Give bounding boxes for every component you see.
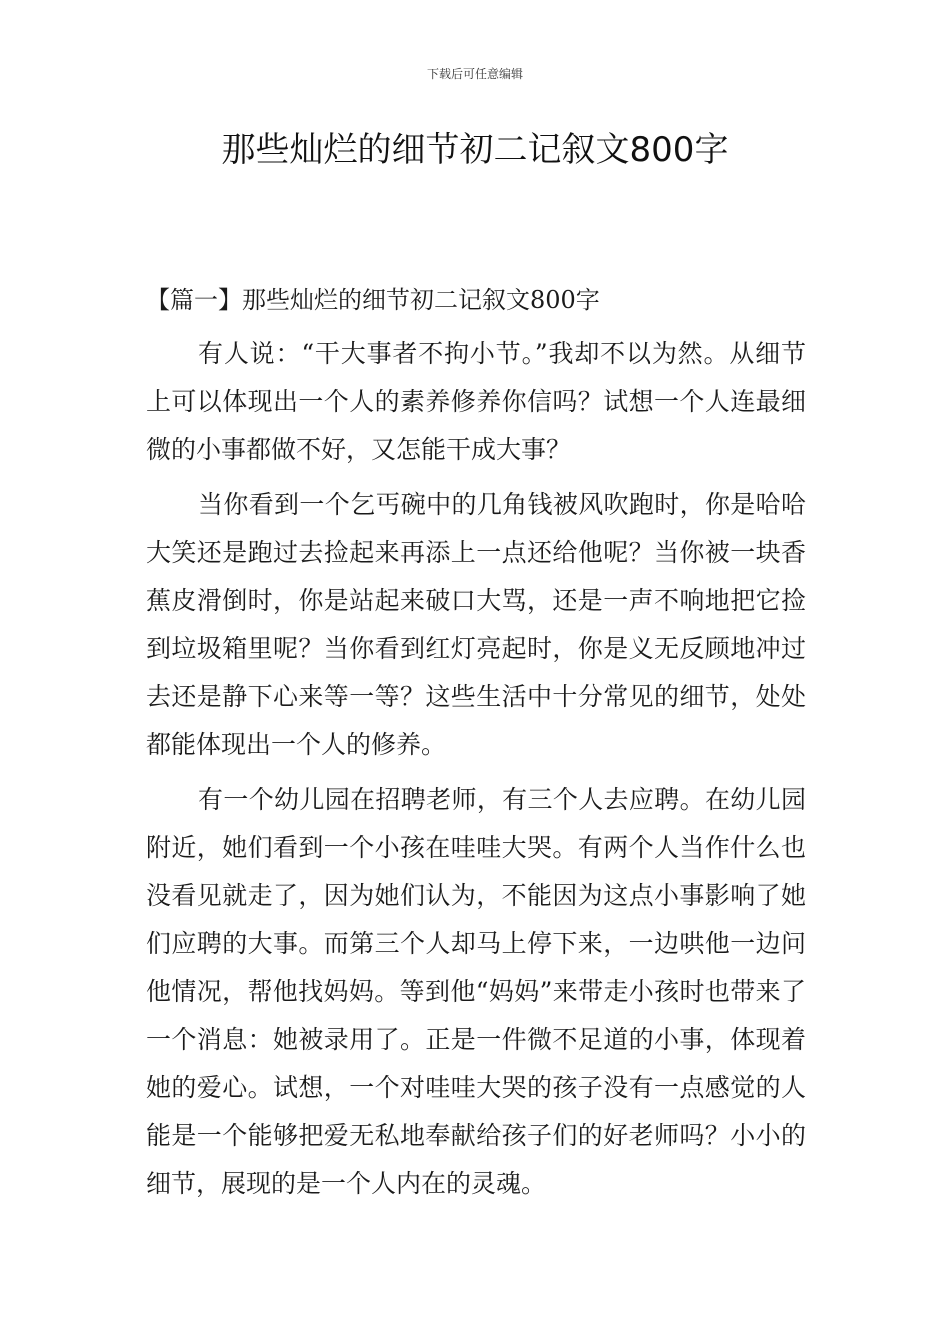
paragraph: 有一个幼儿园在招聘老师，有三个人去应聘。在幼儿园附近，她们看到一个小孩在哇哇大哭。有两个人当作什么也没看见就走了，因为她们认为，不能因为这点小事影响了她们应聘的大事。而第三个人却马上停下来，一边哄他一边问他情况，帮他找妈妈。等到他“妈妈”来带走小孩时也带来了一个消息：她被录用了。正是一件微不足道的小事，体现着她的爱心。试想，一个对哇哇大哭的孩子没有一点感觉的人能是一个能够把爱无私地奉献给孩子们的好老师吗？小小的细节，展现的是一个人内在的灵魂。 xyxy=(146,785,806,1198)
document-body xyxy=(146,330,806,1208)
paragraph: 当你看到一个乞丐碗中的几角钱被风吹跑时，你是哈哈大笑还是跑过去捡起来再添上一点还给他呢？当你被一块香蕉皮滑倒时，你是站起来破口大骂，还是一声不响地把它捡到垃圾箱里呢？当你看到红灯亮起时，你是义无反顾地冲过去还是静下心来等一等？这些生活中十分常见的细节，处处都能体现出一个人的修养。 xyxy=(146,490,806,759)
paragraph: 有人说：“干大事者不拘小节。”我却不以为然。从细节上可以体现出一个人的素养修养你信吗？试想一个人连最细微的小事都做不好，又怎能干成大事？ xyxy=(146,339,806,464)
header-note: 下载后可任意编辑 xyxy=(426,67,523,81)
document-title: 那些灿烂的细节初二记叙文800字 xyxy=(221,130,729,170)
section-heading: 【篇一】那些灿烂的细节初二记叙文800字 xyxy=(146,286,600,314)
